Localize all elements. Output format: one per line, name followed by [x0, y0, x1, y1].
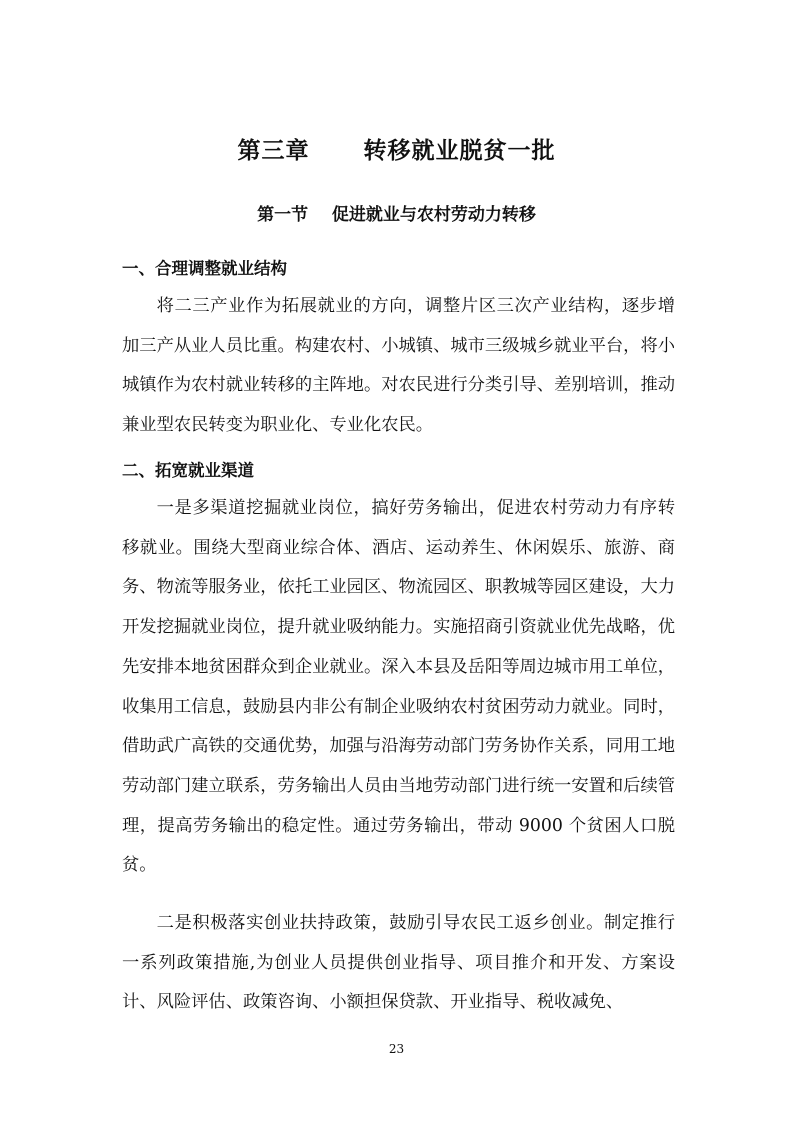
paragraph-text: 二是积极落实创业扶持政策，鼓励引导农民工返乡创业。制定推行一系列政策措施,为创业人员提供创业指导、项目推介和开发、方案设计、风险评估、政策咨询、小额担保贷款、开业指导、税收减免、	[122, 913, 675, 1013]
paragraph-text: 一是多渠道挖掘就业岗位，搞好劳务输出，促进农村劳动力有序转移就业。围绕大型商业综合体、酒店、运动养生、休闲娱乐、旅游、商务、物流等服务业，依托工业园区、物流园区、职教城等园区建设，大力开发挖掘就业岗位，提升就业吸纳能力。实施招商引资就业优先战略，优先安排本地贫困群众到企业就业。深入本县及岳阳等周边城市用工单位，收集用工信息，鼓励县内非公有制企业吸纳农村贫困劳动力就业。同时，借助武广高铁的交通优势，加强与沿海劳动部门劳务协作关系，同用工地劳动部门建立联系，劳务输出人员由当地劳动部门进行统一安置和后续管理，提高劳务输出的稳定性。通过劳务输出，带动 9000 个贫困人口脱贫。	[122, 498, 676, 876]
chapter-title: 第三章 转移就业脱贫一批	[237, 138, 556, 164]
page-number: 23	[388, 1042, 405, 1056]
paragraph-entrepreneurship-support	[122, 904, 675, 1023]
section-title: 第一节 促进就业与农村劳动力转移	[257, 205, 536, 225]
heading-broaden-employment-channels: 二、拓宽就业渠道	[122, 461, 254, 480]
paragraph-employment-structure	[122, 287, 675, 446]
paragraph-text: 将二三产业作为拓展就业的方向，调整片区三次产业结构，逐步增加三产从业人员比重。构建农村、小城镇、城市三级城乡就业平台，将小城镇作为农村就业转移的主阵地。对农民进行分类引导、差别培训，推动兼业型农民转变为职业化、专业化农民。	[122, 296, 676, 436]
paragraph-employment-channels	[122, 489, 675, 886]
heading-adjust-employment-structure: 一、合理调整就业结构	[122, 259, 287, 278]
